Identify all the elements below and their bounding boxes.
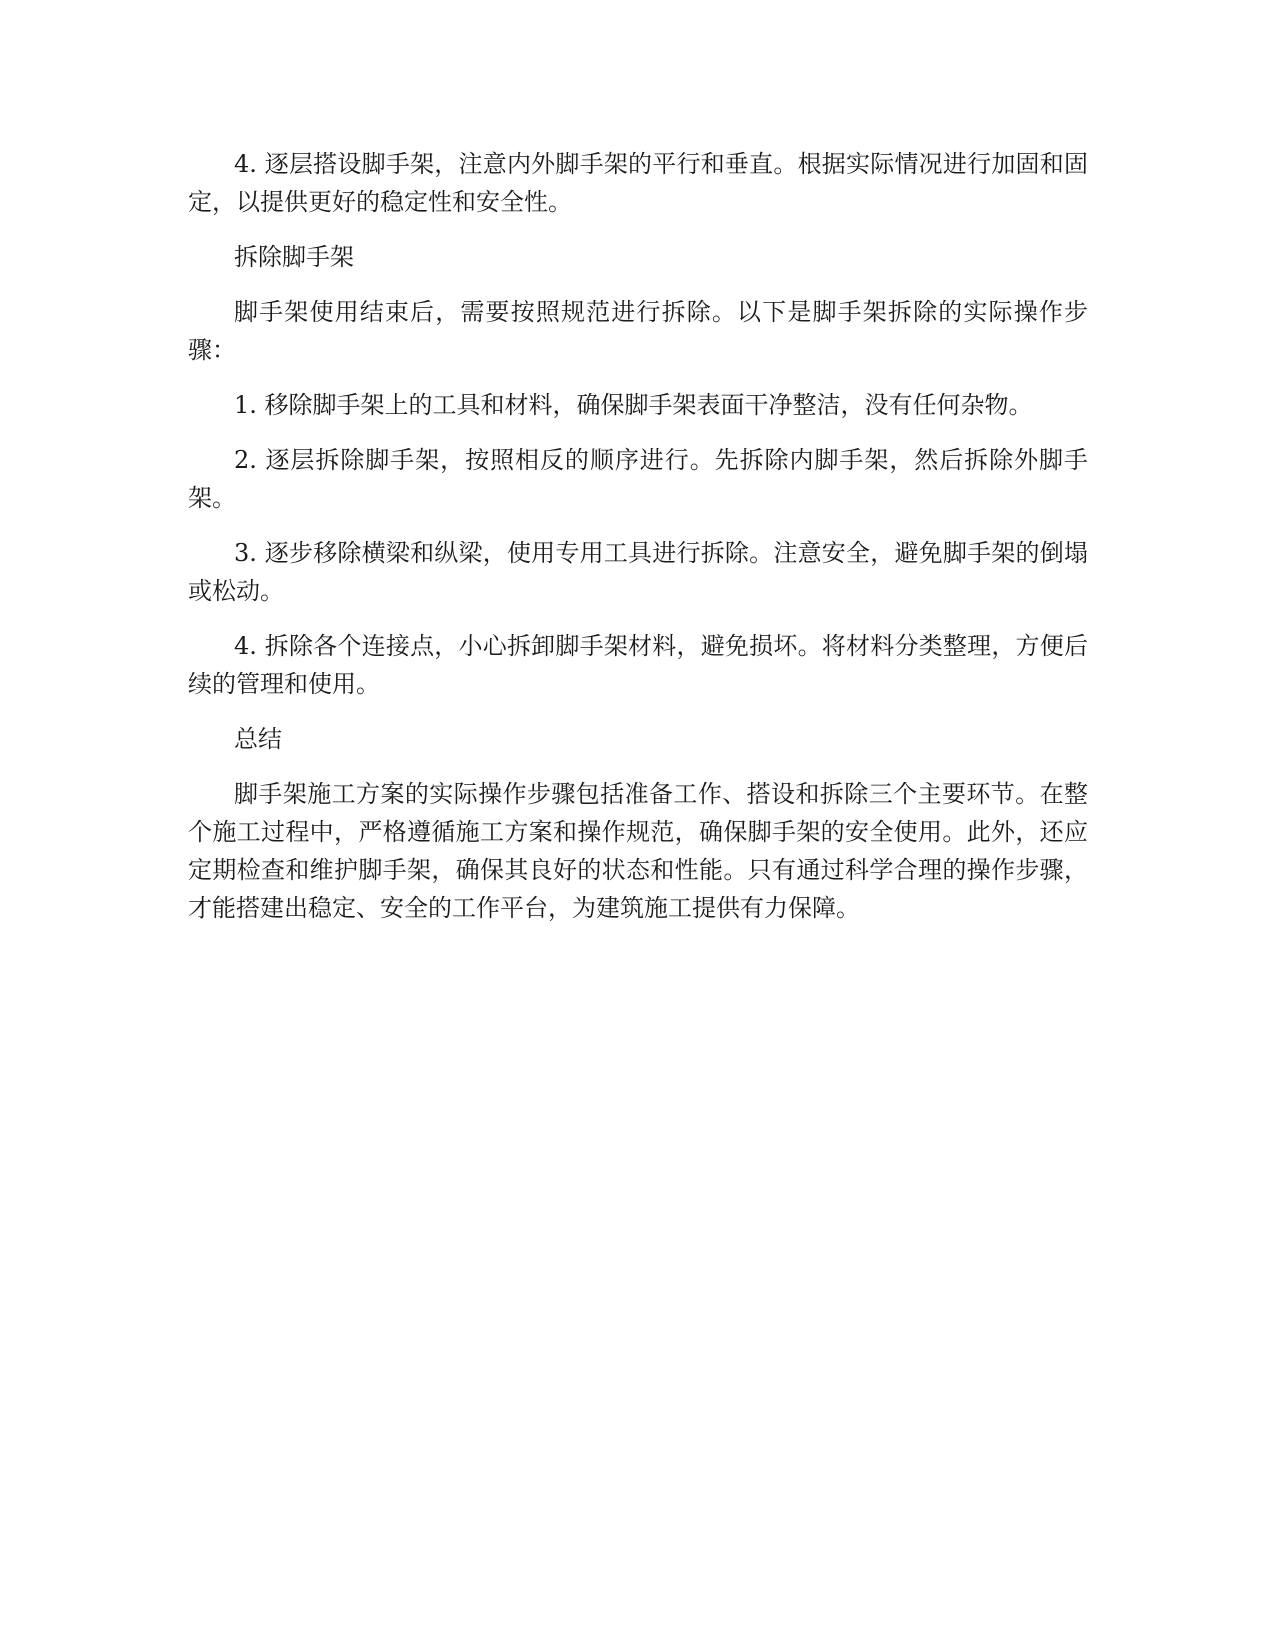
dismantle-step-2-paragraph: 2. 逐层拆除脚手架，按照相反的顺序进行。先拆除内脚手架，然后拆除外脚手架。 bbox=[188, 446, 1088, 512]
dismantle-step-3-paragraph: 3. 逐步移除横梁和纵梁，使用专用工具进行拆除。注意安全，避免脚手架的倒塌或松动。 bbox=[188, 539, 1088, 605]
section-heading-dismantle: 拆除脚手架 bbox=[234, 243, 354, 271]
step-4-scaffold-erect-paragraph: 4. 逐层搭设脚手架，注意内外脚手架的平行和垂直。根据实际情况进行加固和固定，以提供更好的稳定性和安全性。 bbox=[188, 150, 1088, 216]
document-body bbox=[188, 145, 1088, 944]
dismantle-step-4-paragraph: 4. 拆除各个连接点，小心拆卸脚手架材料，避免损坏。将材料分类整理，方便后续的管理和使用。 bbox=[188, 632, 1088, 698]
dismantle-intro-paragraph: 脚手架使用结束后，需要按照规范进行拆除。以下是脚手架拆除的实际操作步骤： bbox=[188, 298, 1088, 364]
dismantle-step-1-paragraph: 1. 移除脚手架上的工具和材料，确保脚手架表面干净整洁，没有任何杂物。 bbox=[234, 391, 1033, 419]
section-heading-summary: 总结 bbox=[234, 725, 282, 753]
summary-paragraph: 脚手架施工方案的实际操作步骤包括准备工作、搭设和拆除三个主要环节。在整个施工过程中，严格遵循施工方案和操作规范，确保脚手架的安全使用。此外，还应定期检查和维护脚手架，确保其良好的状态和性能。只有通过科学合理的操作步骤，才能搭建出稳定、安全的工作平台，为建筑施工提供有力保障。 bbox=[188, 780, 1088, 922]
